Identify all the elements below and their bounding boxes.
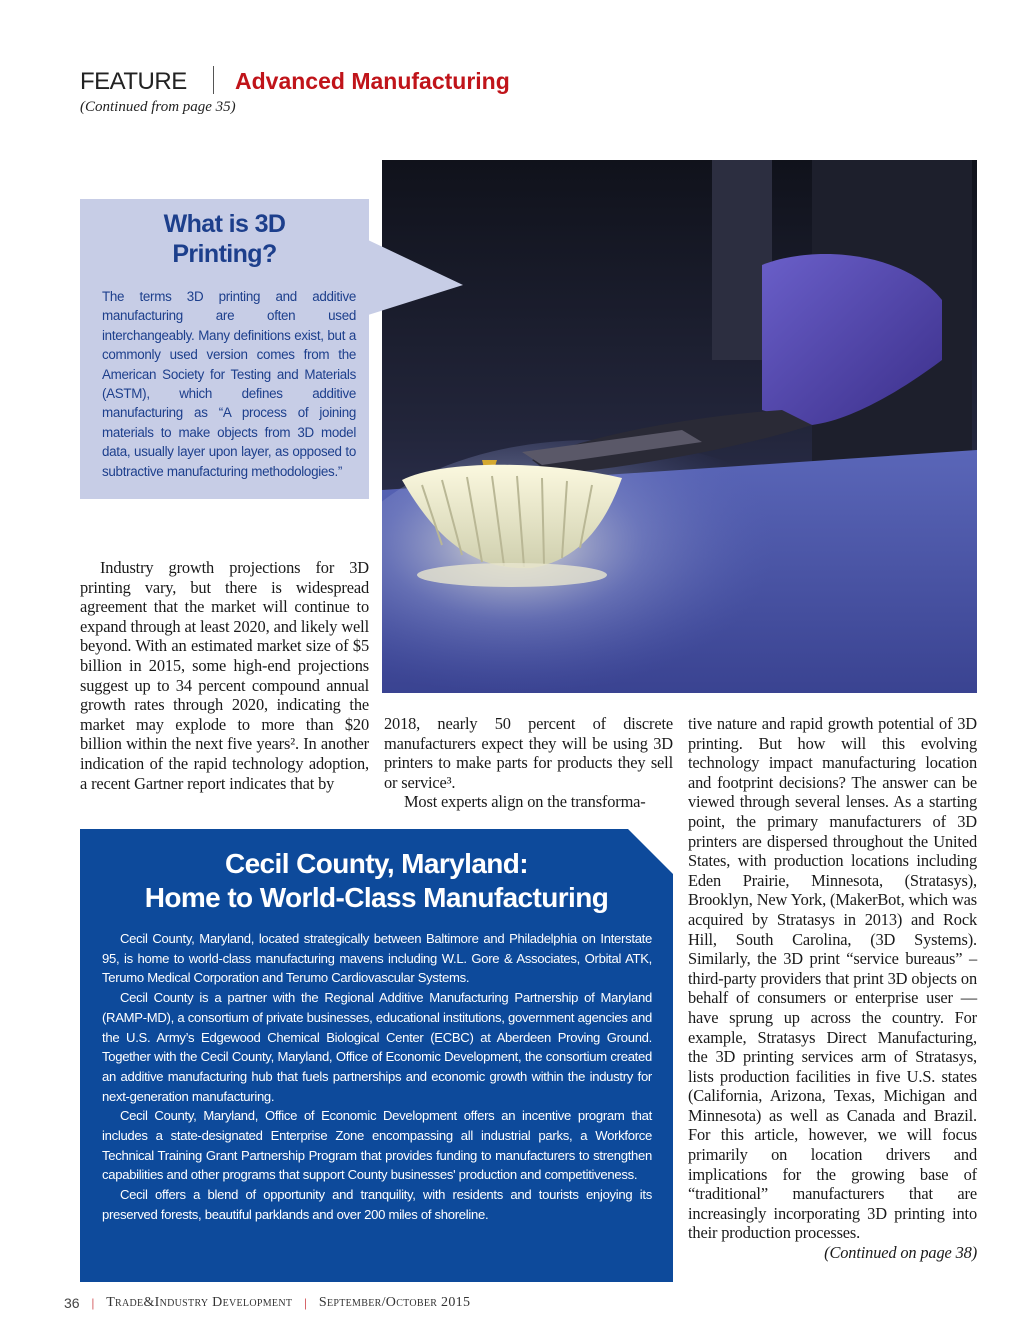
- cecil-title-line1: Cecil County, Maryland:: [224, 848, 529, 879]
- sidebar-pointer: [368, 240, 463, 315]
- continued-from-note: (Continued from page 35): [80, 99, 236, 115]
- cecil-paragraph: Cecil County is a partner with the Regional Additive Manufacturing Partnership of Maryland (RAMP-MD), a consortium of private businesses, educational institutions, government agencies and the U.S. Army’s Edgewood Chemical Biological Center (ECBC) at Aberdeen Proving Ground. Together with the Cecil County, Maryland, Office of Economic Development, the consortium created an additive manufacturing hub that fuels partnerships and economic growth within the industry for next-generation manufacturing.: [102, 990, 652, 1104]
- cecil-body: [102, 929, 652, 1225]
- article-column-1: [80, 558, 369, 793]
- section-title: Advanced Manufacturing: [235, 68, 510, 94]
- article-paragraph: Industry growth projections for 3D printing vary, but there is widespread agreement that the market will continue to expand through at least 2020, and likely well beyond. With an estimated market size of $5 billion in 2015, some high-end projections suggest up to 34 percent compound annual growth rates through 2020, indicating the market may explode to more than $20 billion within the next five years². In another indication of the rapid technology adoption, a recent Gartner report indicates that by: [80, 558, 369, 793]
- page-number: 36: [64, 1295, 80, 1311]
- article-paragraph-text: tive nature and rapid growth potential of 3D printing. But how will this evolving technology impact manufacturing location and footprint decisions? The answer can be viewed through several lenses. As a starting point, the primary manufacturers of 3D printers are dispersed throughout the United States, with production locations including Eden Prairie, Minnesota, (Stratasys), Brooklyn, New York, (MakerBot, which was acquired by Stratasys in 2013) and Rock Hill, South Carolina, (3D Systems). Similarly, the 3D print “service bureaus” – third-party providers that print 3D objects on behalf of consumers or enterprise user — have sprung up across the country. For example, Stratasys Direct Manufacturing, the 3D printing services arm of Stratasys, lists production facilities in five U.S. states (California, Arizona, Texas, Michigan and Minnesota) as well as Canada and Brazil. For this article, however, we will focus primarily on location drivers and implications for the growing base of “traditional” manufacturers that are increasingly incorporating 3D printing into their production processes.: [688, 714, 977, 1243]
- page-footer: [64, 1295, 470, 1311]
- cecil-paragraph: Cecil County, Maryland, located strategically between Baltimore and Philadelphia on Interstate 95, is home to world-class manufacturing mavens including W.L. Gore & Associates, Orbital ATK, Terumo Medical Corporation and Terumo Cardiovascular Systems.: [102, 931, 652, 986]
- issue-date: September/October 2015: [318, 1295, 471, 1310]
- footer-separator: |: [91, 1295, 95, 1310]
- article-paragraph: Most experts align on the transforma-: [404, 792, 646, 812]
- sidebar-body: The terms 3D printing and additive manufacturing are often used interchangeably. Many definitions exist, but a commonly used version comes from the American Society for Testing and Materials (ASTM), which defines additive manufacturing as “A process of joining materials to make objects from 3D model data, usually layer upon layer, as opposed to subtractive manufacturing methodologies.”: [102, 289, 356, 479]
- what-is-3d-printing-sidebar: [80, 199, 369, 499]
- continued-on-link[interactable]: (Continued on page 38): [824, 1243, 977, 1263]
- cecil-title-line2: Home to World-Class Manufacturing: [144, 882, 609, 913]
- cecil-corner-cut: [628, 829, 673, 874]
- article-paragraph: 2018, nearly 50 percent of discrete manufacturers expect they will be using 3D printers to make parts for products they sell or service³.: [384, 714, 673, 792]
- footer-separator: |: [304, 1295, 307, 1310]
- header-divider: [213, 66, 214, 94]
- sidebar-title-line1: What is 3D: [163, 210, 286, 238]
- publication-name: Trade&Industry Development: [106, 1295, 293, 1310]
- article-paragraph: [688, 714, 977, 1263]
- cecil-paragraph: Cecil offers a blend of opportunity and tranquility, with residents and tourists enjoying its preserved forests, beautiful parklands and over 200 miles of shoreline.: [102, 1187, 652, 1222]
- article-column-2: [384, 714, 673, 812]
- feature-label: FEATURE: [80, 68, 187, 95]
- cecil-county-sidebar: [80, 829, 673, 1282]
- article-column-3: [688, 714, 977, 1263]
- 3d-printer-photo: [382, 160, 977, 693]
- cecil-title: [80, 847, 673, 915]
- sidebar-title-line2: Printing?: [172, 240, 277, 268]
- cecil-paragraph: Cecil County, Maryland, Office of Economic Development offers an incentive program that includes a state-designated Enterprise Zone encompassing all industrial parks, a Workforce Technical Training Grant Partnership Program that provides funding to manufacturers to strengthen capabilities and other programs that support County businesses' production and competitiveness.: [102, 1108, 652, 1183]
- sidebar-title: [80, 209, 369, 269]
